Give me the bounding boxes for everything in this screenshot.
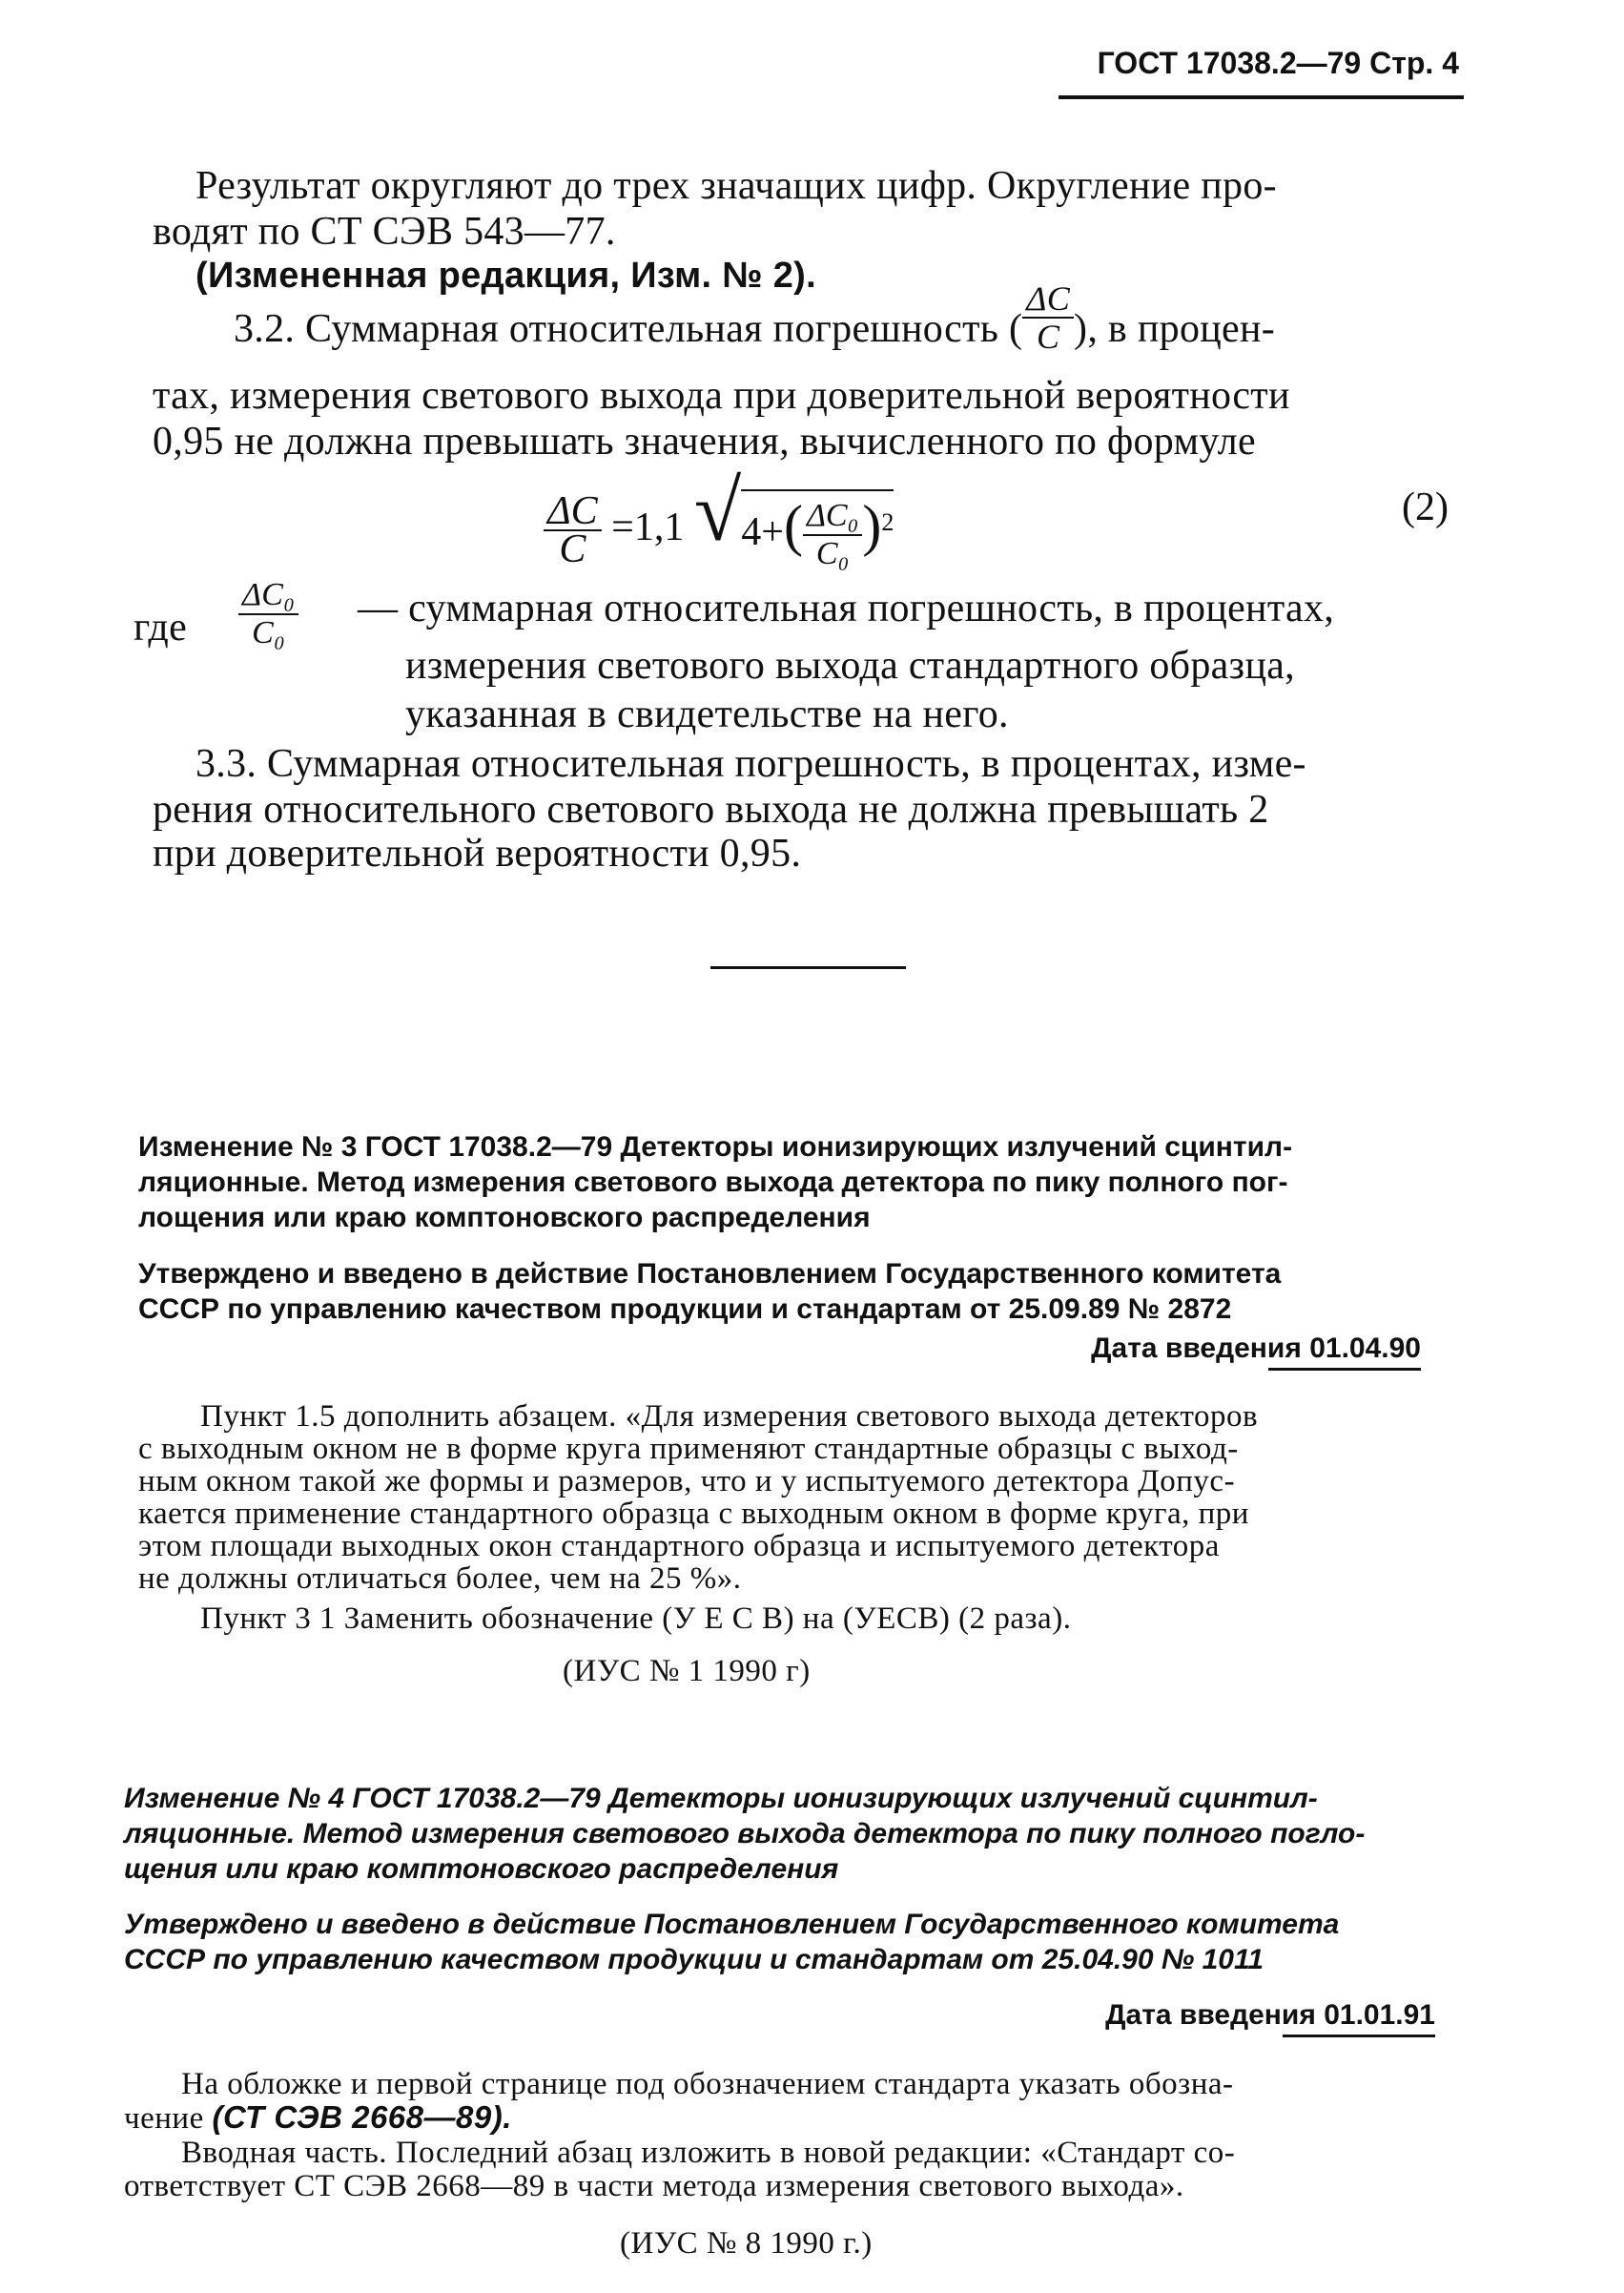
where-fraction-wrap [238,577,298,651]
title-line: ляционные. Метод измерения светового выхода детектора по пику полного пог- [138,1167,1288,1198]
section-divider [710,966,906,969]
title-line: Изменение № 4 ГОСТ 17038.2—79 Детекторы ионизирующих излучений сцинтил- [124,1783,1318,1814]
text-line: тах, измерения светового выхода при доверительной вероятности [153,374,1290,418]
title-line: лощения или краю комптоновского распределения [138,1202,871,1233]
body-line [124,2101,512,2135]
text-segment: чение [124,2101,204,2136]
text-line: рения относительного светового выхода не должна превышать 2 [153,788,1269,832]
fraction-denominator: C₀ [252,615,286,651]
inner-fraction [803,498,862,572]
header-rule [1059,95,1464,99]
body-line: кается применение стандартного образца с выходным окном в форме круга, при [138,1497,1249,1531]
body-line: не должны отличаться более, чем на 25 %». [138,1561,742,1596]
body-line: На обложке и первой странице под обозначением стандарта указать обозна- [181,2067,1234,2101]
approval-line: СССР по управлению качеством продукции и стандартам от 25.04.90 № 1011 [124,1944,1264,1975]
approval-line: СССР по управлению качеством продукции и стандартам от 25.09.89 № 2872 [138,1293,1232,1325]
radicand-term: 4+ [741,509,784,554]
body-line: Вводная часть. Последний абзац изложить в новой редакции: «Стандарт со- [181,2136,1236,2170]
body-line: ответствует СТ СЭВ 2668—89 в части метода измерения светового выхода». [124,2169,1184,2203]
where-label: где [134,606,188,650]
body-line: ным окном такой же формы и размеров, что и у испытуемого детектора Допус- [138,1464,1236,1498]
formula-number: (2) [1402,485,1449,529]
effective-date: Дата введения 01.01.91 [1105,1999,1435,2031]
designation-code: (СТ СЭВ 2668—89). [212,2099,512,2135]
fraction-denominator: C [1037,318,1060,357]
body-line: этом площади выходных окон стандартного образца и испытуемого детектора [138,1529,1220,1563]
formula-lhs-fraction [544,489,602,572]
page-header: ГОСТ 17038.2—79 Стр. 4 [1097,46,1459,80]
title-line: Изменение № 3 ГОСТ 17038.2—79 Детекторы ионизирующих излучений сцинтил- [138,1131,1293,1163]
text-segment: ), в процен- [1074,307,1276,351]
text-line: водят по СТ СЭВ 543—77. [153,210,616,254]
text-line: 0,95 не должна превышать значения, вычисленного по формуле [153,420,1256,464]
effective-date: Дата введения 01.04.90 [1091,1332,1421,1364]
date-underline [1283,2035,1435,2037]
body-line: Пункт 3 1 Заменить обозначение (У Е С В) на (УЕСВ) (2 раза). [200,1601,1072,1636]
source-note: (ИУС № 8 1990 г.) [620,2226,873,2261]
formula-coefficient: =1,1 [611,506,685,549]
radicand: 4+( $\frac{\text{ΔC₀}}{\text{C₀}}$ )$^2$ [741,489,894,572]
edit-note: (Измененная редакция, Изм. № 2). [195,256,816,296]
title-line: ляционные. Метод измерения светового выхода детектора по пику полного погло- [124,1818,1366,1849]
exponent: 2 [881,507,894,536]
body-line: с выходным окном не в форме круга применяют стандартные образцы с выход- [138,1432,1239,1466]
fraction-numerator: ΔC₀ [803,498,862,536]
delta-c-fraction [1022,280,1074,355]
fraction-denominator: C [559,527,586,572]
fraction-numerator: ΔC [1022,280,1074,319]
approval-line: Утверждено и введено в действие Постановлением Государственного комитета [138,1258,1282,1290]
text-segment: 3.2. Суммарная относительная погрешность ( [234,307,1023,351]
approval-line: Утверждено и введено в действие Постановлением Государственного комитета [124,1909,1340,1940]
fraction-numerator: ΔC₀ [238,577,298,615]
body-line: Пункт 1.5 дополнить абзацем. «Для измерения светового выхода детекторов [200,1399,1259,1434]
formula-2 [544,463,894,572]
text-line: — суммарная относительная погрешность, в процентах, [358,587,1335,630]
text-line: указанная в свидетельстве на него. [405,692,1009,736]
title-line: щения или краю комптоновского распределения [124,1853,839,1885]
fraction-denominator: C₀ [815,536,850,572]
text-line: 3.3. Суммарная относительная погрешность, в процентах, изме- [195,742,1306,786]
text-line: при доверительной вероятности 0,95. [153,832,802,876]
sqrt-icon: √ [693,465,742,559]
text-line: Результат округляют до трех значащих цифр. Округление про- [195,164,1277,208]
source-note: (ИУС № 1 1990 г) [563,1654,811,1688]
where-fraction [238,577,298,651]
date-underline [1268,1368,1421,1371]
fraction-numerator: ΔC [544,493,602,531]
text-line: измерения светового выхода стандартного образца, [405,644,1295,688]
